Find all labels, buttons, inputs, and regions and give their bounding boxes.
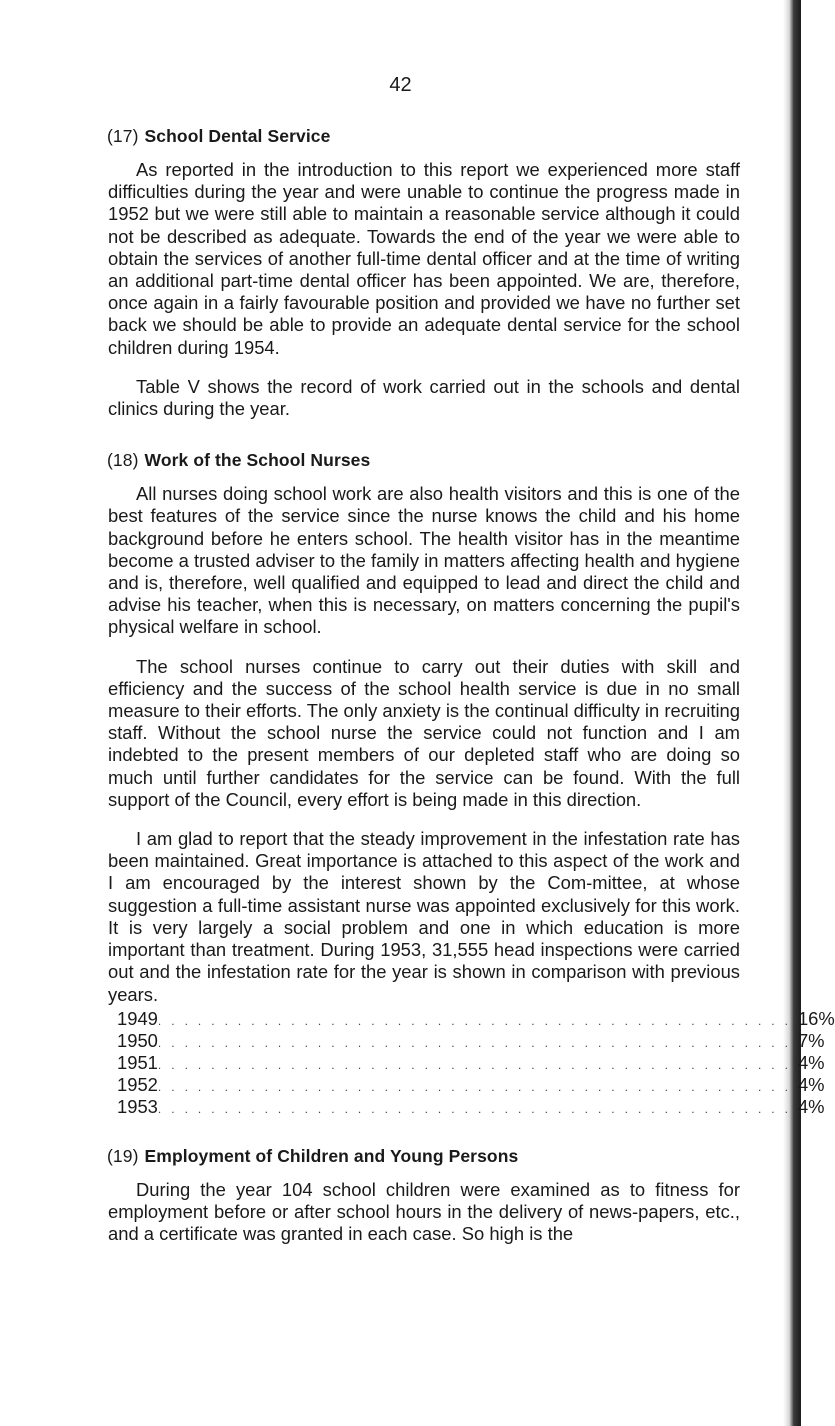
paragraph: During the year 104 school children were examined as to fitness for employment before or after school hours in the delivery of news-papers, etc., and a certificate was granted in each case. So high is the (108, 1178, 740, 1245)
leader-dots: ................................................ (157, 1013, 798, 1028)
section-heading-nurses (107, 450, 740, 471)
paragraph: I am glad to report that the steady improvement in the infestation rate has been maintained. Great importance is attached to this aspect of the work and I am encouraged by the interest shown by the Com-mittee, at whose suggestion a full-time assistant nurse was appointed exclusively for this work. It is very largely a social problem and one in which education is more important than treatment. During 1953, 31,555 head inspections were carried out and the infestation rate for the year is shown in comparison with previous years. (108, 828, 740, 1005)
section-heading-dental (107, 126, 740, 147)
section-number: (18) (107, 450, 139, 471)
rate-row (117, 1007, 835, 1030)
paragraph: Table V shows the record of work carried out in the schools and dental clinics during the year. (108, 375, 740, 420)
paragraph: As reported in the introduction to this report we experienced more staff difficulties during the year and were unable to continue the progress made in 1952 but we were still able to maintain a reasonable service although it could not be described as adequate. Towards the end of the year we were able to obtain the services of another full-time dental officer and at the time of writing an additional part-time dental officer has been appointed. We are, therefore, once again in a fairly favourable position and provided we have no further set back we should be able to provide an adequate dental service for the school children during 1954. (108, 159, 740, 358)
leader-dots: ................................................ (157, 1102, 798, 1117)
leader-dots: ................................................ (157, 1035, 798, 1050)
rate-year: 1949 (117, 1007, 158, 1029)
rate-row (117, 1052, 825, 1074)
rate-value: 4% (797, 1052, 825, 1074)
document-body (107, 126, 835, 1245)
leader-dots: ................................................ (157, 1080, 798, 1095)
rate-row (117, 1074, 825, 1096)
section-title: Employment of Children and Young Persons (144, 1145, 519, 1166)
leader-dots: ................................................ (157, 1058, 798, 1073)
page-number: 42 (389, 74, 412, 96)
rate-value: 16% (797, 1007, 835, 1029)
rate-year: 1951 (117, 1052, 158, 1074)
rate-row (117, 1096, 825, 1118)
rate-row (117, 1029, 825, 1052)
section-title: Work of the School Nurses (144, 450, 371, 471)
rate-year: 1950 (117, 1029, 158, 1051)
section-number: (17) (107, 126, 139, 146)
rate-value: 4% (797, 1074, 825, 1096)
rate-value: 7% (797, 1029, 825, 1051)
rate-year: 1952 (117, 1074, 158, 1096)
paragraph: The school nurses continue to carry out their duties with skill and efficiency and the success of the school health service is due in no small measure to their efforts. The only anxiety is the continual difficulty in recruiting staff. Without the school nurse the service could not function and I am indebted to the present members of our depleted staff who are doing so much until further candidates for the service can be found. With the full support of the Council, every effort is being made in this direction. (108, 655, 740, 810)
rate-value: 4% (797, 1096, 825, 1118)
infestation-rate-table (117, 1007, 835, 1119)
paragraph: All nurses doing school work are also health visitors and this is one of the best features of the service since the nurse knows the child and his home background before he enters school. The health visitor has in the meantime become a trusted adviser to the family in matters affecting health and hygiene and is, therefore, well qualified and equipped to lead and direct the child and advise his teacher, when this is necessary, on matters concerning the pupil's physical welfare in school. (108, 483, 740, 638)
rate-year: 1953 (117, 1096, 158, 1118)
section-heading-employment (107, 1146, 740, 1167)
section-title: School Dental Service (144, 126, 331, 146)
section-number: (19) (107, 1145, 139, 1166)
page-edge-shadow (783, 0, 801, 1426)
